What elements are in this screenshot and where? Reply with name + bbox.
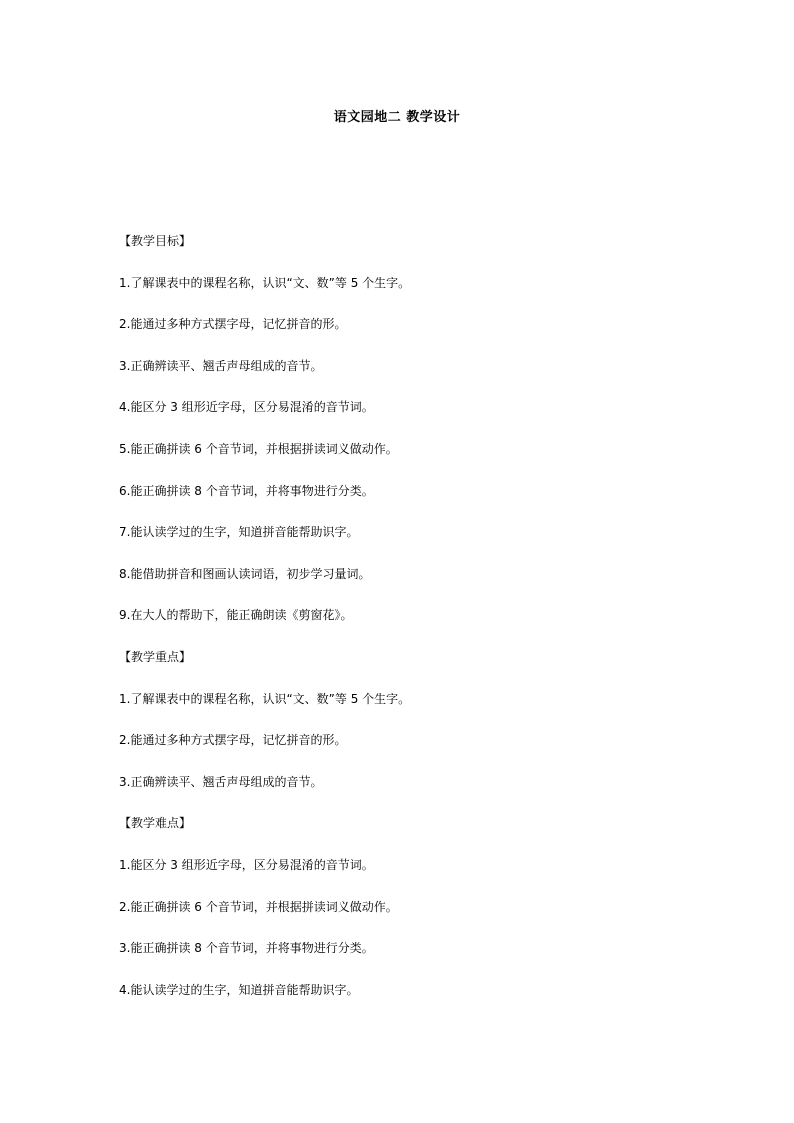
list-item: 1.了解课表中的课程名称，认识“文、数”等 5 个生字。 [119, 275, 411, 290]
list-item: 4.能认读学过的生字，知道拼音能帮助识字。 [119, 982, 359, 997]
list-item: 3.正确辨读平、翘舌声母组成的音节。 [119, 358, 323, 373]
list-item: 1.了解课表中的课程名称，认识“文、数”等 5 个生字。 [119, 691, 411, 706]
list-item: 1.能区分 3 组形近字母，区分易混淆的音节词。 [119, 857, 374, 872]
list-item: 8.能借助拼音和图画认读词语，初步学习量词。 [119, 566, 371, 581]
list-item: 3.能正确拼读 8 个音节词，并将事物进行分类。 [119, 941, 374, 956]
list-item: 5.能正确拼读 6 个音节词，并根据拼读词义做动作。 [119, 441, 398, 456]
list-item: 4.能区分 3 组形近字母，区分易混淆的音节词。 [119, 400, 374, 415]
document-title: 语文园地二 教学设计 [333, 110, 461, 125]
section-heading-difficulties: 【教学难点】 [119, 816, 192, 831]
list-item: 3.正确辨读平、翘舌声母组成的音节。 [119, 774, 323, 789]
list-item: 7.能认读学过的生字，知道拼音能帮助识字。 [119, 525, 359, 540]
list-item: 6.能正确拼读 8 个音节词，并将事物进行分类。 [119, 483, 374, 498]
list-item: 2.能通过多种方式摆字母，记忆拼音的形。 [119, 317, 347, 332]
list-item: 2.能通过多种方式摆字母，记忆拼音的形。 [119, 733, 347, 748]
list-item: 9.在大人的帮助下，能正确朗读《剪窗花》。 [119, 608, 353, 623]
section-heading-objectives: 【教学目标】 [119, 234, 192, 248]
list-item: 2.能正确拼读 6 个音节词，并根据拼读词义做动作。 [119, 899, 398, 914]
document-body [119, 232, 679, 1022]
section-heading-key-points: 【教学重点】 [119, 649, 192, 664]
